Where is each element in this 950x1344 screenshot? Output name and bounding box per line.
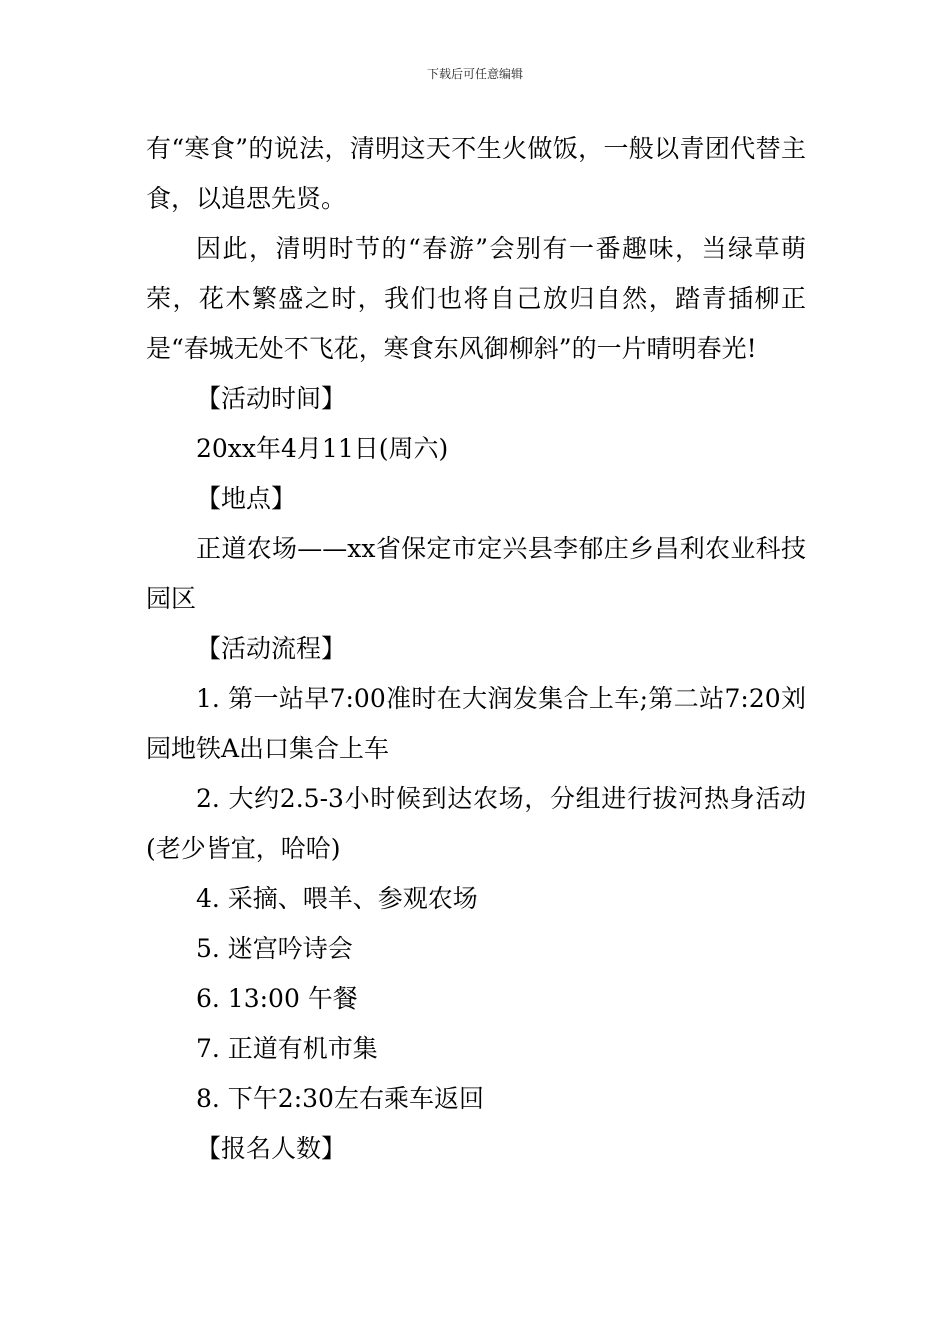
heading-registration-count: 【报名人数】	[196, 1134, 347, 1163]
heading-activity-time: 【活动时间】	[196, 384, 347, 413]
document-body	[146, 124, 806, 1174]
process-item-2: 2. 大约2.5-3小时候到达农场，分组进行拔河热身活动(老少皆宜，哈哈)	[146, 784, 806, 863]
process-item-8: 8. 下午2:30左右乘车返回	[196, 1084, 484, 1113]
paragraph-cold-food-custom: 有“寒食”的说法，清明这天不生火做饭，一般以青团代替主食，以追思先贤。	[146, 134, 806, 213]
process-item-5: 5. 迷宫吟诗会	[196, 934, 353, 963]
heading-location: 【地点】	[196, 484, 297, 513]
page-header: 下载后可任意编辑	[426, 67, 523, 81]
process-item-7: 7. 正道有机市集	[196, 1034, 378, 1063]
activity-date: 20xx年4月11日(周六)	[196, 434, 449, 463]
process-item-6: 6. 13:00 午餐	[196, 984, 358, 1013]
paragraph-spring-outing: 因此，清明时节的“春游”会别有一番趣味，当绿草萌荣，花木繁盛之时，我们也将自己放归自然，踏青插柳正是“春城无处不飞花，寒食东风御柳斜”的一片晴明春光!	[146, 234, 806, 363]
process-item-4: 4. 采摘、喂羊、参观农场	[196, 884, 478, 913]
process-item-1: 1. 第一站早7:00准时在大润发集合上车;第二站7:20刘园地铁A出口集合上车	[146, 684, 806, 763]
location-text: 正道农场——xx省保定市定兴县李郁庄乡昌利农业科技园区	[146, 534, 806, 613]
heading-activity-process: 【活动流程】	[196, 634, 347, 663]
